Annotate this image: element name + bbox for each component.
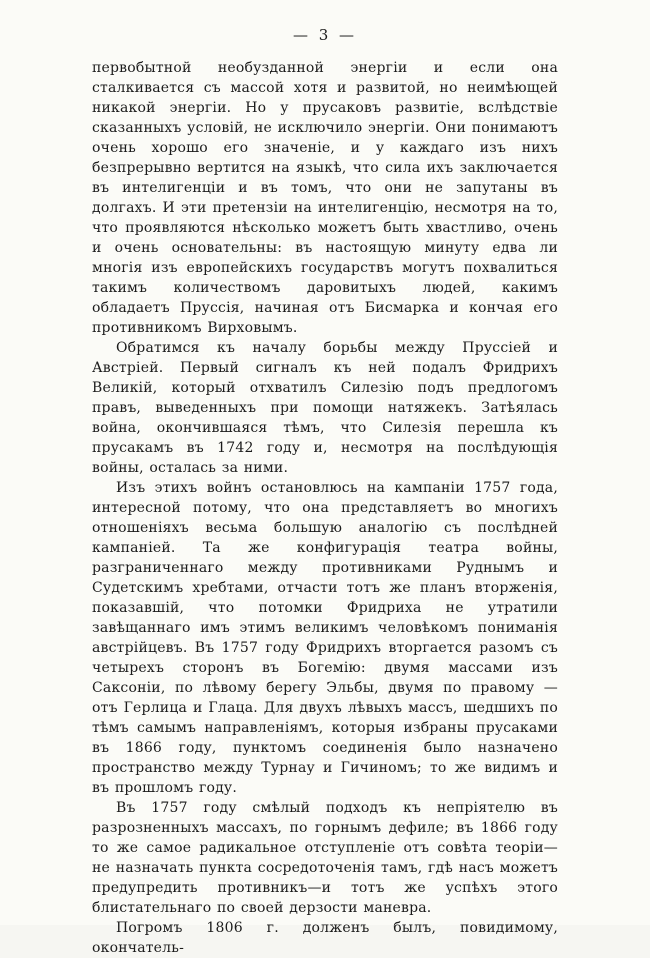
paragraph: Погромъ 1806 г. долженъ былъ, повидимому, окончатель- [92,920,558,956]
paragraph: Изъ этихъ войнъ остановлюсь на кампаніи 1757 года, интересной потому, что она представляетъ во многихъ отношеніяхъ весьма большую аналогію съ послѣдней кампаніей. Та же конфигурація театра войны, разграниченнаго между противниками Руднымъ и Судетскимъ хребтами, отчасти тотъ же планъ вторженія, показавшій, что потомки Фридриха не утратили завѣщаннаго имъ этимъ великимъ человѣкомъ пониманія австрійцевъ. Въ 1757 году Фридрихъ вторгается разомъ съ четырехъ сторонъ въ Богемію: двумя массами изъ Саксоніи, по лѣвому берегу Эльбы, двумя по правому — отъ Герлица и Глаца. Для двухъ лѣвыхъ массъ, шедшихъ по тѣмъ самымъ направленіямъ, которыя избраны прусаками въ 1866 году, пунктомъ соединенія было назначено пространство между Турнау и Гичиномъ; то же видимъ и въ прошломъ году. [92,480,558,796]
paragraph: Обратимся къ началу борьбы между Пруссіей и Австріей. Первый сигналъ къ ней подалъ Фридрихъ Великій, который отхватилъ Силезію подъ предлогомъ правъ, выведенныхъ при помощи натяжекъ. Затѣялась война, окончившаяся тѣмъ, что Силезія перешла къ прусакамъ въ 1742 году и, несмотря на послѣдующія войны, осталась за ними. [92,340,558,476]
paragraph: первобытной необузданной энергіи и если она сталкивается съ массой хотя и развитой, но неимѣющей никакой энергіи. Но у прусаковъ развитіе, вслѣдствіе сказанныхъ условій, не исключило энергіи. Они понимаютъ очень хорошо его значеніе, и у каждаго изъ нихъ безпрерывно вертится на языкѣ, что сила ихъ заключается въ интелигенціи и въ томъ, что они не запутаны въ долгахъ. И эти претензіи на интелигенцію, несмотря на то, что проявляются нѣсколько можетъ быть хвастливо, очень и очень основательны: въ настоящую минуту едва ли многія изъ европейскихъ государствъ могутъ похвалиться такимъ количествомъ даровитыхъ людей, какимъ обладаетъ Пруссія, начиная отъ Бисмарка и кончая его противникомъ Вирховымъ. [92,60,558,336]
paragraph: Въ 1757 году смѣлый подходъ къ непріятелю въ разрозненныхъ массахъ, по горнымъ дефиле; въ 1866 году то же самое радикальное отступленіе отъ совѣта теоріи—не назначать пункта сосредоточенія тамъ, гдѣ насъ можетъ предупредить противникъ—и тотъ же успѣхъ этого блистательнаго по своей дерзости маневра. [92,800,558,916]
page-number: — 3 — [292,26,358,44]
text-block [92,58,558,958]
